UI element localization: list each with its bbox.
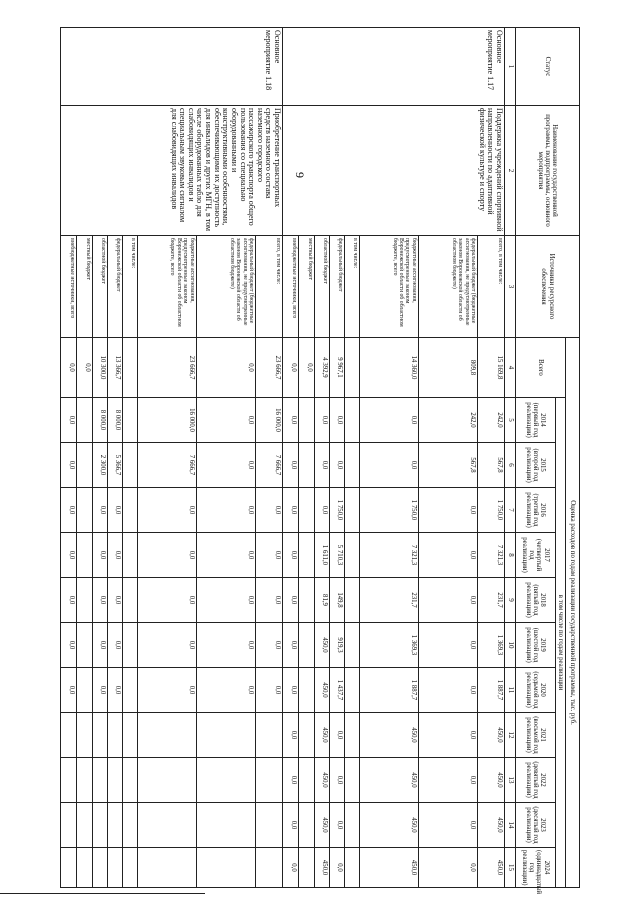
- year-value-cell: 0,0: [359, 398, 418, 443]
- year-value-cell: [123, 398, 137, 443]
- year-value-cell: 0,0: [283, 848, 299, 888]
- year-value-cell: [61, 713, 77, 758]
- row-program-name: Приобретение транспортных средств наземного состава наземного городского пассажирского транспорта общего пользования со специально оборудованными и конструктивными особенностями, обеспечивающими их доступность для инвалидов и других МГН, в том числе оборудованных табло для слабовидящих инвалидов и специальным звуковым сигналом для слабовидящих инвалидов: [61, 106, 283, 236]
- year-value-cell: 0,0: [359, 443, 418, 488]
- year-description: (второй год реализации): [524, 447, 539, 483]
- year-value-cell: 0,0: [283, 623, 299, 668]
- year-value-cell: [299, 398, 314, 443]
- year-value-cell: [123, 758, 137, 803]
- year-value-cell: 0,0: [330, 848, 345, 888]
- year-value-cell: 0,0: [61, 443, 77, 488]
- year-value-cell: [345, 623, 359, 668]
- year-description: (девятый год реализации): [524, 761, 539, 799]
- row-total-value: 23 666,7: [256, 338, 283, 398]
- year-value-cell: 0,0: [330, 443, 345, 488]
- year-value-cell: [345, 398, 359, 443]
- row-funding-source: местный бюджет: [299, 236, 314, 338]
- year-value-cell: 0,0: [418, 488, 477, 533]
- year-value-cell: 0,0: [418, 578, 477, 623]
- year-value-cell: 0,0: [283, 578, 299, 623]
- year-label: 2022: [539, 773, 547, 787]
- year-value-cell: 0,0: [330, 713, 345, 758]
- year-value-cell: [345, 488, 359, 533]
- year-label: 2023: [539, 818, 547, 832]
- year-value-cell: [256, 713, 283, 758]
- year-value-cell: 0,0: [196, 398, 255, 443]
- year-value-cell: [299, 623, 314, 668]
- year-value-cell: 0,0: [92, 533, 107, 578]
- year-value-cell: [92, 758, 107, 803]
- year-value-cell: 16 000,0: [256, 398, 283, 443]
- row-total-value: 0,0: [299, 338, 314, 398]
- year-value-cell: [77, 623, 92, 668]
- year-value-cell: 0,0: [108, 533, 123, 578]
- year-value-cell: 0,0: [196, 668, 255, 713]
- year-value-cell: 450,0: [314, 668, 329, 713]
- year-value-cell: [345, 533, 359, 578]
- year-value-cell: 0,0: [283, 488, 299, 533]
- year-value-cell: [299, 803, 314, 848]
- year-value-cell: 1 437,7: [330, 668, 345, 713]
- year-value-cell: 0,0: [418, 803, 477, 848]
- year-value-cell: [299, 848, 314, 888]
- year-value-cell: 0,0: [283, 533, 299, 578]
- year-value-cell: [77, 443, 92, 488]
- year-value-cell: 450,0: [478, 803, 505, 848]
- year-value-cell: 1 369,3: [359, 623, 418, 668]
- year-description: (третий год реализации): [524, 492, 539, 528]
- year-value-cell: [299, 668, 314, 713]
- row-total-value: 9 967,1: [330, 338, 345, 398]
- year-value-cell: 0,0: [314, 488, 329, 533]
- year-value-cell: 0,0: [418, 668, 477, 713]
- year-value-cell: 0,0: [196, 443, 255, 488]
- page-number: 9: [293, 172, 307, 178]
- year-value-cell: 0,0: [196, 623, 255, 668]
- row-status: Основное мероприятие 1.18: [61, 28, 283, 106]
- column-number: 8: [505, 533, 516, 578]
- budget-table: [60, 27, 580, 894]
- row-program-name: Поддержка учреждений спортивной направленности по адаптивной физической культуре и спорту: [283, 106, 505, 236]
- year-value-cell: [92, 803, 107, 848]
- year-value-cell: [77, 803, 92, 848]
- year-value-cell: 8 000,0: [92, 398, 107, 443]
- year-value-cell: 0,0: [61, 398, 77, 443]
- year-value-cell: [123, 443, 137, 488]
- year-value-cell: 0,0: [256, 623, 283, 668]
- year-value-cell: 242,0: [478, 398, 505, 443]
- year-label: 2016: [539, 503, 547, 517]
- column-number: 10: [505, 623, 516, 668]
- year-value-cell: [123, 488, 137, 533]
- year-value-cell: 567,8: [418, 443, 477, 488]
- year-value-cell: 450,0: [314, 758, 329, 803]
- year-value-cell: 0,0: [283, 443, 299, 488]
- year-value-cell: 0,0: [196, 488, 255, 533]
- year-value-cell: 0,0: [330, 758, 345, 803]
- row-total-value: 14 360,0: [359, 338, 418, 398]
- year-value-cell: 0,0: [137, 488, 196, 533]
- year-value-cell: 0,0: [196, 533, 255, 578]
- header-year-2022: [515, 758, 555, 803]
- year-value-cell: [77, 668, 92, 713]
- year-value-cell: [137, 713, 196, 758]
- year-value-cell: 1 611,0: [314, 533, 329, 578]
- year-value-cell: [77, 488, 92, 533]
- header-status: Статус: [515, 28, 579, 106]
- year-value-cell: [77, 578, 92, 623]
- header-year-2024: [515, 848, 555, 894]
- header-year-2017: [515, 533, 555, 578]
- year-value-cell: [299, 443, 314, 488]
- year-value-cell: 2 300,0: [92, 443, 107, 488]
- year-value-cell: [123, 578, 137, 623]
- row-total-value: 0,0: [61, 338, 77, 398]
- year-value-cell: 0,0: [283, 758, 299, 803]
- year-value-cell: 5 710,3: [330, 533, 345, 578]
- header-year-2023: [515, 803, 555, 848]
- row-total-value: 13 366,7: [108, 338, 123, 398]
- year-value-cell: 0,0: [314, 398, 329, 443]
- row-funding-source: всего, в том числе:: [478, 236, 505, 338]
- year-label: 2014: [539, 413, 547, 427]
- row-total-value: [345, 338, 359, 398]
- year-value-cell: [345, 668, 359, 713]
- year-value-cell: [108, 713, 123, 758]
- year-value-cell: 0,0: [256, 488, 283, 533]
- year-value-cell: [108, 848, 123, 888]
- year-value-cell: 450,0: [314, 713, 329, 758]
- year-value-cell: [299, 578, 314, 623]
- row-funding-source: внебюджетные источники, всего: [283, 236, 299, 338]
- year-value-cell: 1 750,0: [359, 488, 418, 533]
- header-year-2016: [515, 488, 555, 533]
- column-number: 15: [505, 848, 516, 888]
- year-value-cell: 0,0: [418, 713, 477, 758]
- budget-table-sheet: [60, 27, 580, 894]
- year-value-cell: 0,0: [108, 488, 123, 533]
- column-number: 11: [505, 668, 516, 713]
- year-value-cell: 450,0: [478, 848, 505, 888]
- header-estimate: Оценка расходов по годам реализации государственной программы, тыс. руб.: [566, 338, 580, 888]
- header-total: Всего: [515, 338, 565, 398]
- year-value-cell: [137, 758, 196, 803]
- column-number: 7: [505, 488, 516, 533]
- header-year-2014: [515, 398, 555, 443]
- row-funding-source: федеральный бюджет (бюджетные ассигнования, не предусмотренные законом Воронежской области об областном бюджете): [418, 236, 477, 338]
- year-value-cell: [196, 713, 255, 758]
- year-value-cell: 0,0: [108, 578, 123, 623]
- year-value-cell: 7 321,3: [359, 533, 418, 578]
- header-subheader: в том числе по годам реализации: [555, 398, 565, 888]
- header-year-2018: [515, 578, 555, 623]
- year-value-cell: 0,0: [330, 398, 345, 443]
- year-value-cell: [299, 713, 314, 758]
- year-value-cell: [345, 713, 359, 758]
- row-status: Основное мероприятие 1.17: [283, 28, 505, 106]
- year-value-cell: 0,0: [283, 668, 299, 713]
- year-value-cell: 149,8: [330, 578, 345, 623]
- year-value-cell: 7 666,7: [137, 443, 196, 488]
- header-year-2021: [515, 713, 555, 758]
- year-value-cell: [345, 758, 359, 803]
- year-value-cell: 450,0: [359, 803, 418, 848]
- year-value-cell: 7 321,3: [478, 533, 505, 578]
- year-value-cell: 1 750,0: [478, 488, 505, 533]
- year-value-cell: [77, 398, 92, 443]
- year-value-cell: 0,0: [196, 578, 255, 623]
- year-value-cell: 0,0: [283, 398, 299, 443]
- year-description: (седьмой год реализации): [524, 671, 539, 709]
- year-value-cell: 0,0: [418, 848, 477, 888]
- year-value-cell: 231,7: [359, 578, 418, 623]
- year-value-cell: 0,0: [418, 533, 477, 578]
- row-funding-source: в том числе:: [123, 236, 137, 338]
- year-value-cell: 0,0: [137, 668, 196, 713]
- year-value-cell: 0,0: [256, 578, 283, 623]
- year-value-cell: 1 887,7: [359, 668, 418, 713]
- year-value-cell: [123, 668, 137, 713]
- year-value-cell: [299, 488, 314, 533]
- year-description: (одиннадцатый год реализации): [520, 850, 543, 894]
- year-value-cell: 81,9: [314, 578, 329, 623]
- header-source: Источники ресурсного обеспечения: [515, 236, 579, 338]
- header-year-2019: [515, 623, 555, 668]
- year-label: 2018: [539, 593, 547, 607]
- column-number: 5: [505, 398, 516, 443]
- year-value-cell: [77, 713, 92, 758]
- year-value-cell: [61, 803, 77, 848]
- year-value-cell: 0,0: [61, 533, 77, 578]
- year-value-cell: [196, 848, 255, 888]
- year-value-cell: 0,0: [92, 668, 107, 713]
- year-label: 2015: [539, 458, 547, 472]
- year-value-cell: 0,0: [137, 533, 196, 578]
- year-value-cell: 0,0: [92, 578, 107, 623]
- year-value-cell: 0,0: [256, 668, 283, 713]
- year-value-cell: 0,0: [61, 623, 77, 668]
- header-year-2015: [515, 443, 555, 488]
- column-number: 1: [505, 28, 516, 106]
- column-number: 2: [505, 106, 516, 236]
- year-value-cell: [123, 623, 137, 668]
- year-value-cell: [299, 758, 314, 803]
- row-funding-source: федеральный бюджет: [108, 236, 123, 338]
- year-label: 2020: [539, 683, 547, 697]
- table-row: [256, 28, 283, 888]
- row-funding-source: внебюджетные источники, всего: [61, 236, 77, 338]
- year-value-cell: 450,0: [314, 623, 329, 668]
- column-number: 6: [505, 443, 516, 488]
- row-funding-source: федеральный бюджет (бюджетные ассигнования, не предусмотренные законом Воронежской области об областном бюджете): [196, 236, 255, 338]
- year-value-cell: 0,0: [256, 533, 283, 578]
- row-total-value: 0,0: [77, 338, 92, 398]
- year-value-cell: 0,0: [108, 668, 123, 713]
- year-value-cell: 0,0: [61, 668, 77, 713]
- year-value-cell: 0,0: [137, 623, 196, 668]
- year-description: (пятый год реализации): [524, 582, 539, 618]
- year-value-cell: 0,0: [314, 443, 329, 488]
- row-total-value: [123, 338, 137, 398]
- year-value-cell: [345, 443, 359, 488]
- year-label: 2019: [539, 638, 547, 652]
- year-value-cell: [256, 848, 283, 888]
- year-value-cell: [108, 758, 123, 803]
- year-value-cell: [196, 803, 255, 848]
- year-value-cell: 567,8: [478, 443, 505, 488]
- year-value-cell: 242,0: [418, 398, 477, 443]
- year-value-cell: 0,0: [92, 623, 107, 668]
- year-value-cell: [123, 848, 137, 888]
- year-value-cell: [123, 803, 137, 848]
- year-value-cell: [345, 803, 359, 848]
- row-funding-source: федеральный бюджет: [330, 236, 345, 338]
- row-funding-source: бюджетные ассигнования, предусмотренные законом Воронежской области об областном бюджете, всего: [137, 236, 196, 338]
- row-funding-source: областной бюджет: [314, 236, 329, 338]
- year-value-cell: [345, 848, 359, 888]
- year-value-cell: 0,0: [283, 713, 299, 758]
- year-value-cell: 16 000,0: [137, 398, 196, 443]
- row-funding-source: областной бюджет: [92, 236, 107, 338]
- year-value-cell: 0,0: [61, 578, 77, 623]
- year-value-cell: 450,0: [359, 713, 418, 758]
- year-value-cell: [137, 803, 196, 848]
- year-value-cell: 919,3: [330, 623, 345, 668]
- year-value-cell: 0,0: [418, 758, 477, 803]
- year-description: (шестой год реализации): [524, 627, 539, 663]
- column-number: 3: [505, 236, 516, 338]
- row-funding-source: всего, в том числе:: [256, 236, 283, 338]
- year-value-cell: 0,0: [137, 578, 196, 623]
- year-value-cell: 450,0: [359, 758, 418, 803]
- row-funding-source: бюджетные ассигнования, предусмотренные законом Воронежской области об областном бюджете, всего: [359, 236, 418, 338]
- column-number: 9: [505, 578, 516, 623]
- year-value-cell: 231,7: [478, 578, 505, 623]
- row-total-value: 4 392,9: [314, 338, 329, 398]
- year-value-cell: [299, 533, 314, 578]
- year-value-cell: 7 666,7: [256, 443, 283, 488]
- year-value-cell: [345, 578, 359, 623]
- year-value-cell: [137, 848, 196, 888]
- column-number: 13: [505, 758, 516, 803]
- year-value-cell: [61, 758, 77, 803]
- year-value-cell: [77, 533, 92, 578]
- column-number: 12: [505, 713, 516, 758]
- year-value-cell: 450,0: [314, 848, 329, 888]
- year-description: (десятый год реализации): [524, 806, 539, 844]
- row-total-value: 0,0: [283, 338, 299, 398]
- year-description: (четвертый год реализации): [520, 537, 543, 573]
- year-value-cell: 0,0: [108, 623, 123, 668]
- year-value-cell: [196, 758, 255, 803]
- year-description: (восьмой год реализации): [524, 716, 539, 754]
- row-funding-source: местный бюджет: [77, 236, 92, 338]
- header-name: Наименование государственной программы, подпрограммы, основного мероприятия: [515, 106, 579, 236]
- year-value-cell: 8 000,0: [108, 398, 123, 443]
- year-value-cell: 450,0: [478, 758, 505, 803]
- year-value-cell: 450,0: [359, 848, 418, 888]
- row-total-value: 10 300,0: [92, 338, 107, 398]
- year-value-cell: 1 369,3: [478, 623, 505, 668]
- year-value-cell: [123, 713, 137, 758]
- table-row: [478, 28, 505, 888]
- scan-bottom-rule: [0, 893, 205, 894]
- header-year-2020: [515, 668, 555, 713]
- year-value-cell: 5 366,7: [108, 443, 123, 488]
- year-value-cell: 0,0: [330, 803, 345, 848]
- year-value-cell: [256, 758, 283, 803]
- year-value-cell: 0,0: [283, 803, 299, 848]
- row-total-value: 23 666,7: [137, 338, 196, 398]
- row-funding-source: в том числе:: [345, 236, 359, 338]
- row-total-value: 809,8: [418, 338, 477, 398]
- year-value-cell: [61, 848, 77, 888]
- year-value-cell: 0,0: [61, 488, 77, 533]
- column-number: 4: [505, 338, 516, 398]
- row-total-value: 0,0: [196, 338, 255, 398]
- year-value-cell: 1 750,0: [330, 488, 345, 533]
- year-value-cell: [123, 533, 137, 578]
- year-label: 2017: [542, 548, 550, 562]
- year-description: (первый год реализации): [524, 402, 539, 438]
- row-total-value: 15 169,8: [478, 338, 505, 398]
- year-value-cell: [77, 848, 92, 888]
- year-value-cell: 450,0: [314, 803, 329, 848]
- year-value-cell: 0,0: [92, 488, 107, 533]
- year-value-cell: 1 887,7: [478, 668, 505, 713]
- year-label: 2021: [539, 728, 547, 742]
- year-label: 2024: [542, 860, 550, 875]
- year-value-cell: [108, 803, 123, 848]
- column-number: 14: [505, 803, 516, 848]
- year-value-cell: [256, 803, 283, 848]
- year-value-cell: [77, 758, 92, 803]
- year-value-cell: [92, 848, 107, 888]
- year-value-cell: [92, 713, 107, 758]
- year-value-cell: 0,0: [418, 623, 477, 668]
- year-value-cell: 450,0: [478, 713, 505, 758]
